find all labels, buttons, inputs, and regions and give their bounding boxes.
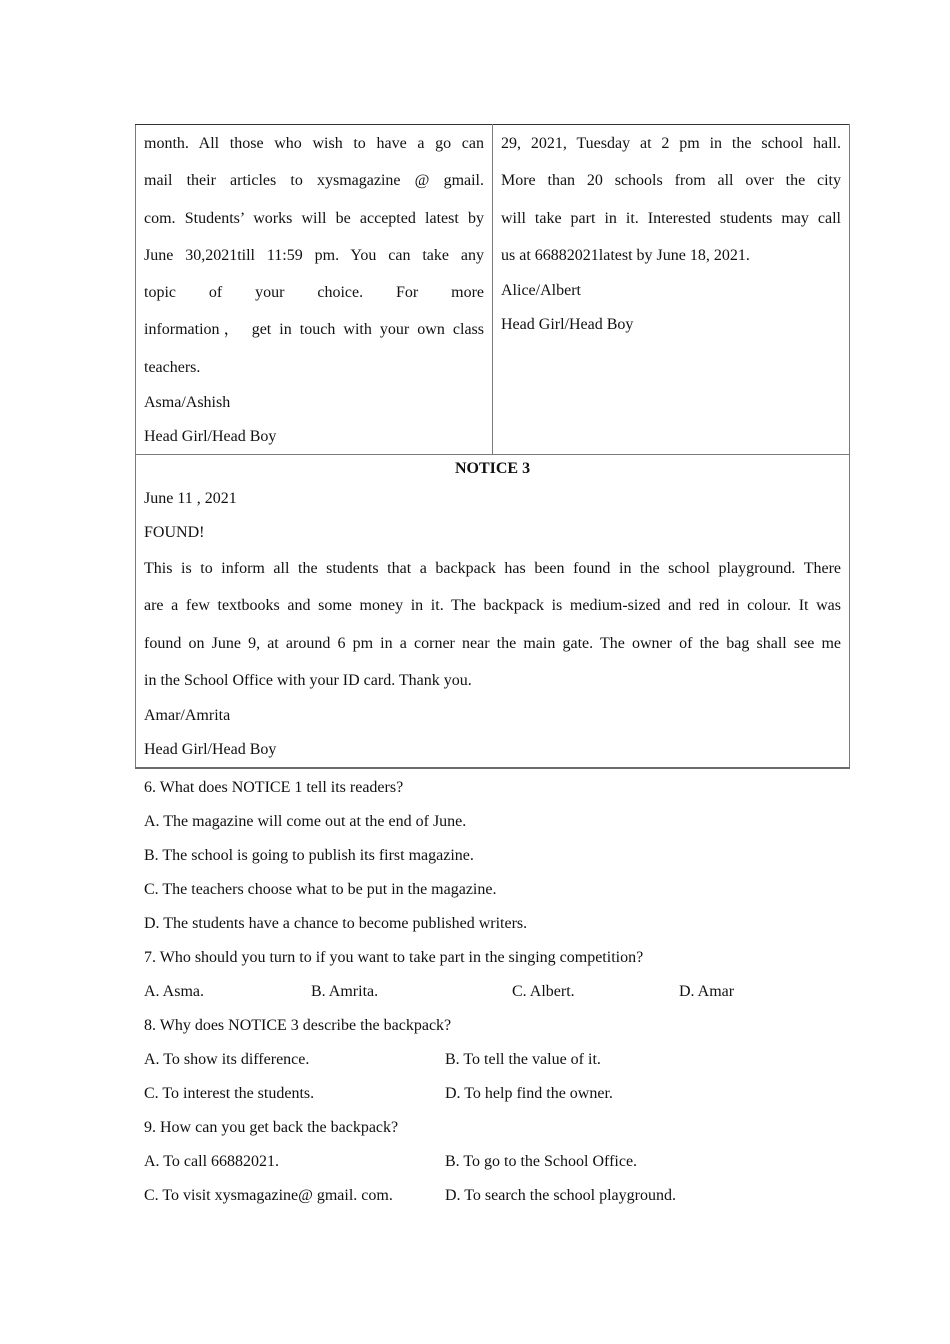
exam-page: [135, 124, 841, 1213]
notice-3-line: are a few textbooks and some money in it. The backpack is medium-sized and red in colour. It was: [144, 597, 841, 615]
answer-option[interactable]: B. Amrita.: [311, 983, 379, 1001]
notice-3-line: This is to inform all the students that a backpack has been found in the school playground. There: [144, 560, 841, 578]
options-row: [144, 1043, 816, 1077]
options-row: [144, 1145, 816, 1179]
question-stem: 6. What does NOTICE 1 tell its readers?: [144, 779, 404, 797]
answer-option[interactable]: C. The teachers choose what to be put in the magazine.: [144, 881, 497, 899]
notice-2-line: us at 66882021latest by June 18, 2021.: [501, 246, 750, 264]
answer-option[interactable]: D. To help find the owner.: [445, 1085, 613, 1103]
notice-1-line: com. Students’ works will be accepted latest by: [144, 209, 484, 227]
question-stem: 8. Why does NOTICE 3 describe the backpack?: [144, 1017, 452, 1035]
notice-1-role: Head Girl/Head Boy: [144, 428, 277, 446]
notice-2-line: will take part in it. Interested students may call: [501, 209, 841, 227]
notice-2-role: Head Girl/Head Boy: [501, 316, 634, 334]
notice-1-line: topic of your choice. For more: [144, 284, 484, 302]
notice-2-cell: [493, 125, 850, 455]
notice-1-line: teachers.: [144, 358, 201, 376]
notice-3-line: in the School Office with your ID card. Thank you.: [144, 671, 472, 689]
notice-1-line: mail their articles to xysmagazine @ gmail.: [144, 172, 484, 190]
answer-option[interactable]: B. To go to the School Office.: [445, 1153, 638, 1171]
questions-section: [144, 771, 816, 1213]
notice-2-signatories: Alice/Albert: [501, 282, 581, 300]
notice-3-date: June 11 , 2021: [144, 490, 237, 508]
notice-3-role: Head Girl/Head Boy: [144, 741, 277, 759]
answer-option[interactable]: C. To visit xysmagazine@ gmail. com.: [144, 1187, 393, 1205]
notice-1-line: information， get in touch with your own class: [144, 321, 484, 339]
question-stem: 9. How can you get back the backpack?: [144, 1119, 399, 1137]
notice-3-signatories: Amar/Amrita: [144, 707, 231, 725]
answer-option[interactable]: A. To call 66882021.: [144, 1153, 280, 1171]
notice-3-line: found on June 9, at around 6 pm in a corner near the main gate. The owner of the bag shall see me: [144, 634, 841, 652]
answer-option[interactable]: A. The magazine will come out at the end of June.: [144, 813, 467, 831]
answer-option[interactable]: D. Amar: [679, 983, 735, 1001]
question-stem: 7. Who should you turn to if you want to take part in the singing competition?: [144, 949, 644, 967]
notice-1-cell: [136, 125, 493, 455]
notice-2-line: More than 20 schools from all over the city: [501, 172, 841, 190]
answer-option[interactable]: A. Asma.: [144, 983, 204, 1001]
notices-table: [135, 124, 850, 769]
notice-3-heading: FOUND!: [144, 524, 205, 542]
answer-option[interactable]: C. To interest the students.: [144, 1085, 315, 1103]
notice-1-line: June 30,2021till 11:59 pm. You can take any: [144, 246, 484, 264]
notice-1-line: month. All those who wish to have a go can: [144, 135, 484, 152]
options-row: [144, 1077, 816, 1111]
answer-option[interactable]: D. To search the school playground.: [445, 1187, 676, 1205]
answer-option[interactable]: B. To tell the value of it.: [445, 1051, 601, 1069]
answer-option[interactable]: B. The school is going to publish its first magazine.: [144, 847, 474, 865]
options-row: [144, 1179, 816, 1213]
notice-3-cell: [136, 455, 850, 769]
answer-option[interactable]: C. Albert.: [512, 983, 575, 1001]
answer-option[interactable]: D. The students have a chance to become published writers.: [144, 915, 528, 933]
notice-2-line: 29, 2021, Tuesday at 2 pm in the school hall.: [501, 135, 841, 152]
answer-option[interactable]: A. To show its difference.: [144, 1051, 310, 1069]
notice-1-signatories: Asma/Ashish: [144, 394, 231, 412]
notice-3-title: NOTICE 3: [454, 460, 531, 478]
options-row: [144, 975, 816, 1009]
